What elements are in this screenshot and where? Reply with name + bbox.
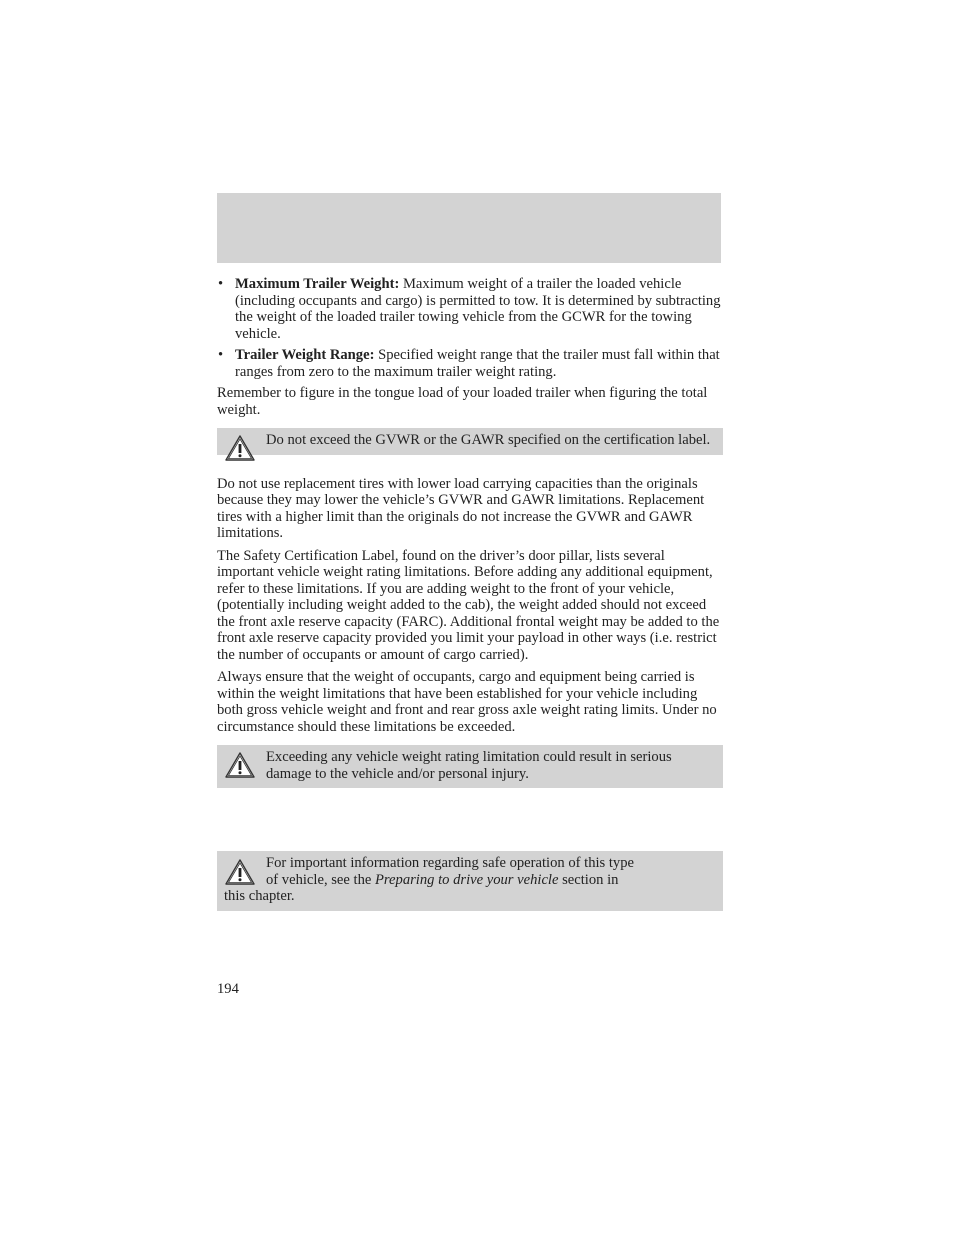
- bullet-text: Specified weight range that the trailer must fall within that ranges from zero to the maximum trailer weight rating.: [235, 347, 720, 380]
- bullet-item: [217, 276, 723, 342]
- warning-triangle-icon: [224, 858, 256, 886]
- bullet-dot: •: [218, 276, 224, 292]
- warning-line-3: this chapter.: [224, 888, 295, 904]
- warning-text: Do not exceed the GVWR or the GAWR specified on the certification label.: [266, 432, 711, 448]
- page-content: [217, 276, 723, 911]
- warning-box-limitation: [217, 745, 723, 788]
- warning-triangle-icon: [224, 434, 256, 462]
- bullet-text: Maximum weight of a trailer the loaded vehicle (including occupants and cargo) is permitted to tow. It is determined by subtracting the weight of the loaded trailer towing vehicle from the GCWR for the towing vehicle.: [235, 276, 721, 342]
- warning-text: of vehicle, see the: [266, 871, 375, 888]
- paragraph-tires: Do not use replacement tires with lower load carrying capacities than the originals because they may lower the vehicle’s GVWR and GAWR limitations. Replacement tires with a higher limit than the originals do not increase the GVWR and GAWR limitations.: [217, 475, 705, 541]
- warning-text: section in: [558, 871, 619, 888]
- paragraph-ensure: Always ensure that the weight of occupants, cargo and equipment being carried is within the weight limitations that have been established for your vehicle including both gross vehicle weight and front and rear gross axle weight rating limits. Under no circumstance should these limitations be exceeded.: [217, 669, 717, 735]
- header-band: [217, 193, 721, 263]
- warning-box-safe-operation: [217, 851, 723, 911]
- section-reference: Preparing to drive your vehicle: [375, 871, 559, 888]
- warning-text: Exceeding any vehicle weight rating limitation could result in serious damage to the vehicle and/or personal injury.: [266, 749, 672, 782]
- warning-box-gvwr: [217, 428, 723, 455]
- bullet-dot: •: [218, 347, 224, 363]
- paragraph-tongue-load: Remember to figure in the tongue load of your loaded trailer when figuring the total weight.: [217, 385, 708, 418]
- paragraph-certification-label: The Safety Certification Label, found on the driver’s door pillar, lists several important vehicle weight rating limitations. Before adding any additional equipment, refer to these limitations. If you are adding weight to the front of your vehicle, (potentially including weight added to the cab), the weight added should not exceed the front axle reserve capacity (FARC). Additional frontal weight may be added to the front axle reserve capacity provided you limit your payload in other ways (i.e. restrict the number of occupants or amount of cargo carried).: [217, 547, 720, 663]
- warning-triangle-icon: [224, 751, 256, 779]
- warning-line-2: [224, 872, 713, 889]
- bullet-item: [217, 347, 723, 380]
- bullet-term: Trailer Weight Range:: [235, 347, 375, 363]
- warning-line-1: For important information regarding safe operation of this type: [266, 855, 634, 871]
- bullet-term: Maximum Trailer Weight:: [235, 276, 400, 292]
- page-number: 194: [217, 981, 239, 997]
